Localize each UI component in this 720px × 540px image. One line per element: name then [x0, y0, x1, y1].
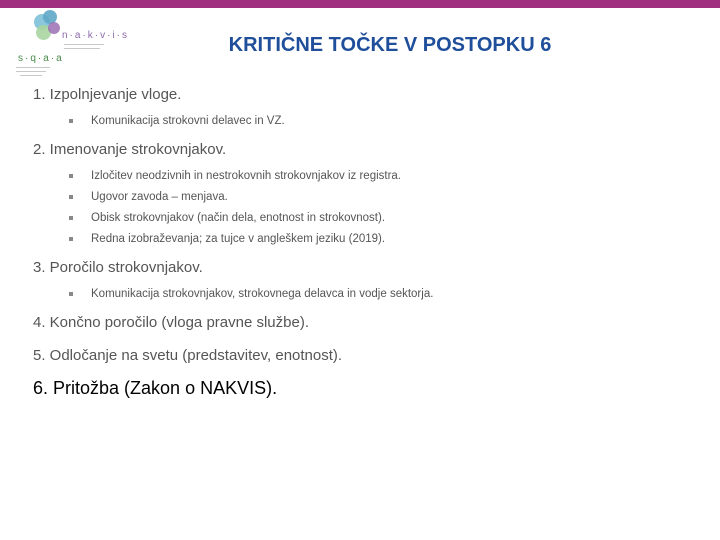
- list-item: [33, 86, 703, 127]
- main-point: 2. Imenovanje strokovnjakov.: [33, 141, 227, 158]
- slide-title: KRITIČNE TOČKE V POSTOPKU 6: [228, 34, 552, 56]
- bullet-icon: [69, 216, 73, 220]
- bullet-icon: [69, 237, 73, 241]
- logo-wordmark-bottom: s·q·a·a: [18, 53, 64, 64]
- list-item: [33, 378, 703, 399]
- bullet-icon: [69, 174, 73, 178]
- slide-content: [33, 86, 703, 399]
- list-item: [33, 314, 703, 331]
- bullet-icon: [69, 195, 73, 199]
- sub-point: Izločitev neodzivnih in nestrokovnih strokovnjakov iz registra.: [33, 170, 703, 182]
- top-accent-bar: [0, 0, 720, 8]
- bullet-icon: [69, 292, 73, 296]
- bullet-icon: [69, 119, 73, 123]
- list-item: [33, 259, 703, 300]
- sub-point: Ugovor zavoda – menjava.: [33, 191, 703, 203]
- sub-point: Komunikacija strokovnjakov, strokovnega delavca in vodje sektorja.: [33, 288, 703, 300]
- main-point: 4. Končno poročilo (vloga pravne službe).: [33, 314, 309, 331]
- sub-point: Komunikacija strokovni delavec in VZ.: [33, 115, 703, 127]
- sub-point: Redna izobraževanja; za tujce v angleškem jeziku (2019).: [33, 233, 703, 245]
- list-item: [33, 347, 703, 364]
- logo-wordmark-top: n·a·k·v·i·s: [62, 30, 129, 41]
- main-point: 5. Odločanje na svetu (predstavitev, enotnost).: [33, 347, 343, 364]
- main-point-highlighted: 6. Pritožba (Zakon o NAKVIS).: [33, 378, 278, 398]
- main-point: 3. Poročilo strokovnjakov.: [33, 259, 203, 276]
- main-point: 1. Izpolnjevanje vloge.: [33, 86, 182, 103]
- sub-point: Obisk strokovnjakov (način dela, enotnost in strokovnost).: [33, 212, 703, 224]
- list-item: [33, 141, 703, 245]
